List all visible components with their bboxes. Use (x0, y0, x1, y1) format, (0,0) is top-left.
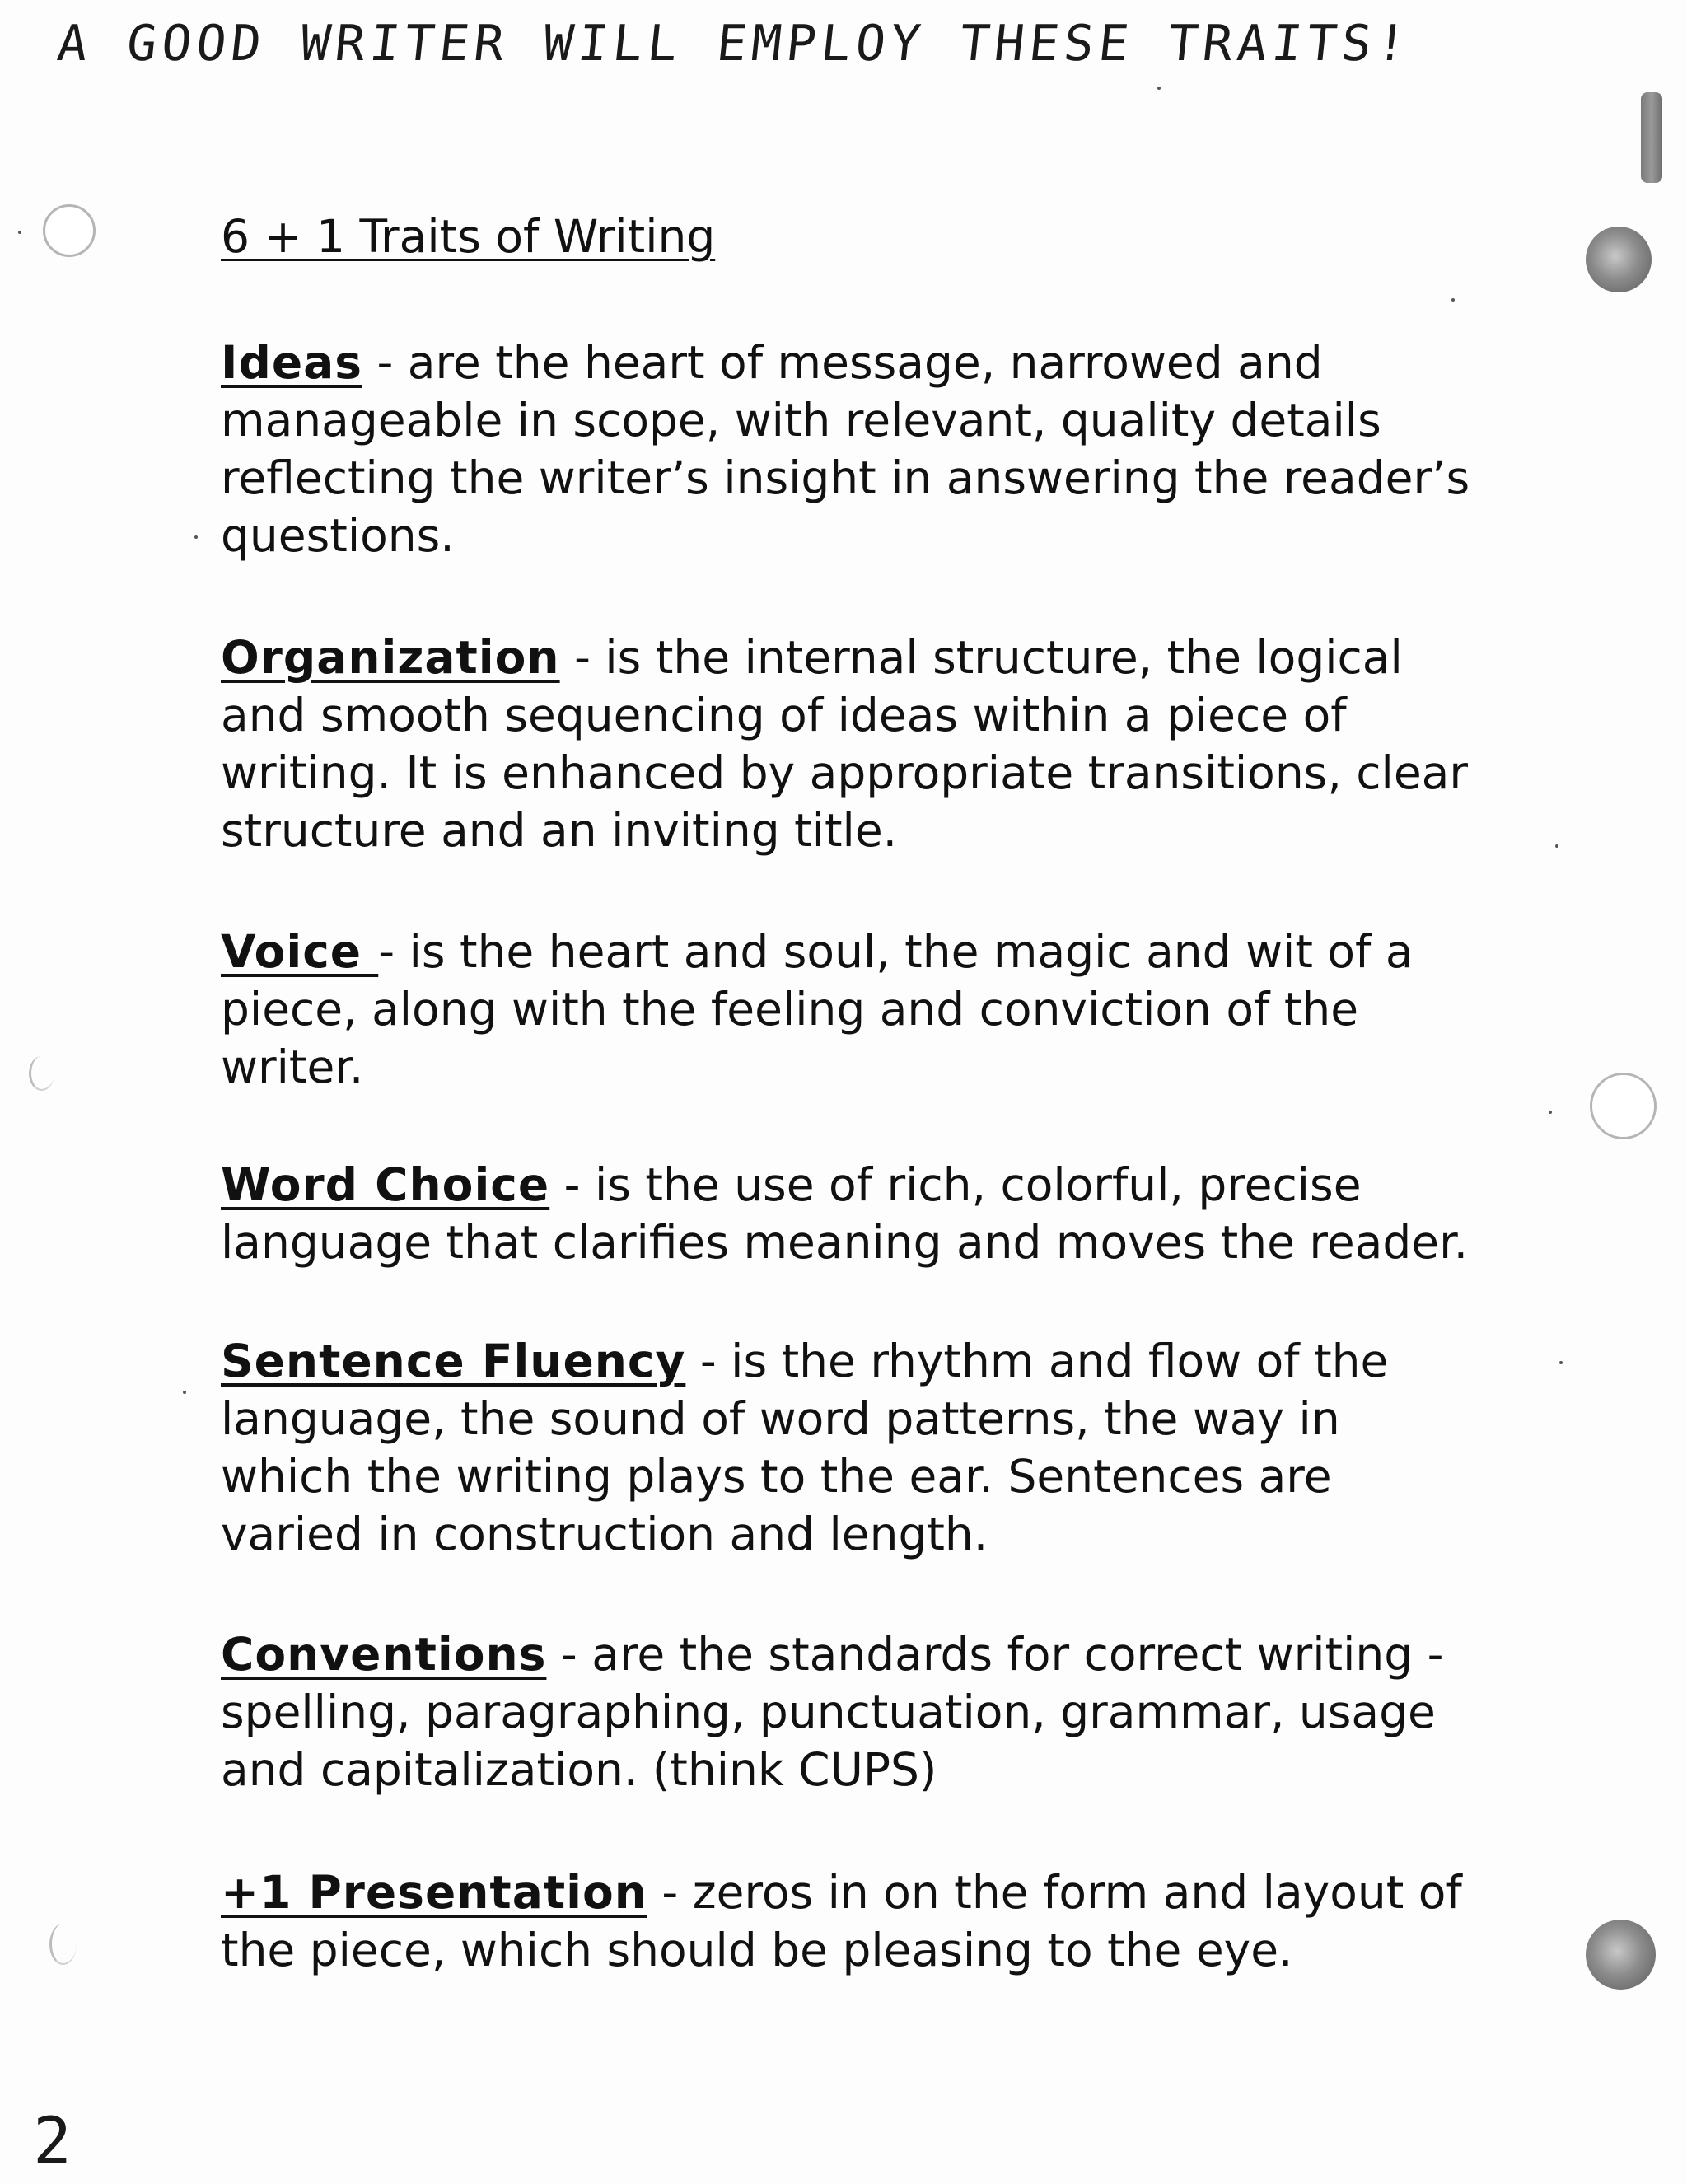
trait-description: - are the heart of message, narrowed and manageable in scope, with relevant, quality details reflecting the writer’s insight in answering the reader’s questions. (221, 336, 1470, 562)
trait-word-choice (221, 1156, 1481, 1271)
trait-conventions (221, 1625, 1481, 1798)
scan-speck (183, 1391, 186, 1394)
trait-name: Sentence Fluency (221, 1335, 686, 1387)
document-title: 6 + 1 Traits of Writing (221, 210, 716, 263)
trait-name: Organization (221, 631, 560, 684)
trait-ideas (221, 334, 1481, 564)
scan-speck (1555, 844, 1558, 848)
trait-name: +1 Presentation (221, 1866, 647, 1919)
binder-hole-left-middle (29, 1056, 54, 1091)
scan-speck (1559, 1361, 1563, 1364)
binder-hole-right-middle (1590, 1073, 1657, 1139)
binder-hole-left-top (43, 204, 96, 257)
scan-speck (1157, 87, 1161, 90)
trait-description: - is the heart and soul, the magic and wit of a piece, along with the feeling and conviction of the writer. (221, 925, 1414, 1093)
scan-edge-mark (1641, 92, 1662, 183)
handwritten-header-note: A GOOD WRITER WILL EMPLOY THESE TRAITS! (54, 15, 1414, 72)
trait-voice (221, 923, 1481, 1096)
trait-name: Word Choice (221, 1158, 550, 1211)
binder-hole-right-top (1586, 227, 1652, 292)
trait-description: - zeros in on the form and layout of the piece, which should be pleasing to the eye. (221, 1866, 1462, 1976)
binder-hole-left-bottom (49, 1924, 77, 1965)
handwritten-page-number: 2 (33, 2105, 77, 2179)
scan-speck (18, 231, 21, 234)
trait-presentation (221, 1864, 1481, 1979)
scan-speck (1549, 1111, 1552, 1114)
trait-name: Ideas (221, 336, 362, 389)
trait-organization (221, 629, 1481, 859)
trait-name: Voice (221, 925, 379, 978)
trait-description: - is the use of rich, colorful, precise language that clarifies meaning and moves the reader. (221, 1158, 1469, 1269)
trait-description: - is the internal structure, the logical and smooth sequencing of ideas within a piece of writing. It is enhanced by appropriate transitions, clear structure and an inviting title. (221, 631, 1468, 857)
trait-description: - are the standards for correct writing - spelling, paragraphing, punctuation, grammar, usage and capitalization. (think CUPS) (221, 1628, 1444, 1796)
trait-name: Conventions (221, 1628, 547, 1681)
scan-speck (1451, 298, 1455, 302)
trait-sentence-fluency (221, 1332, 1481, 1563)
binder-hole-right-bottom (1586, 1920, 1656, 1990)
trait-description: - is the rhythm and flow of the language, the sound of word patterns, the way in which the writing plays to the ear. Sentences are varied in construction and length. (221, 1335, 1389, 1560)
scan-speck (194, 535, 198, 539)
